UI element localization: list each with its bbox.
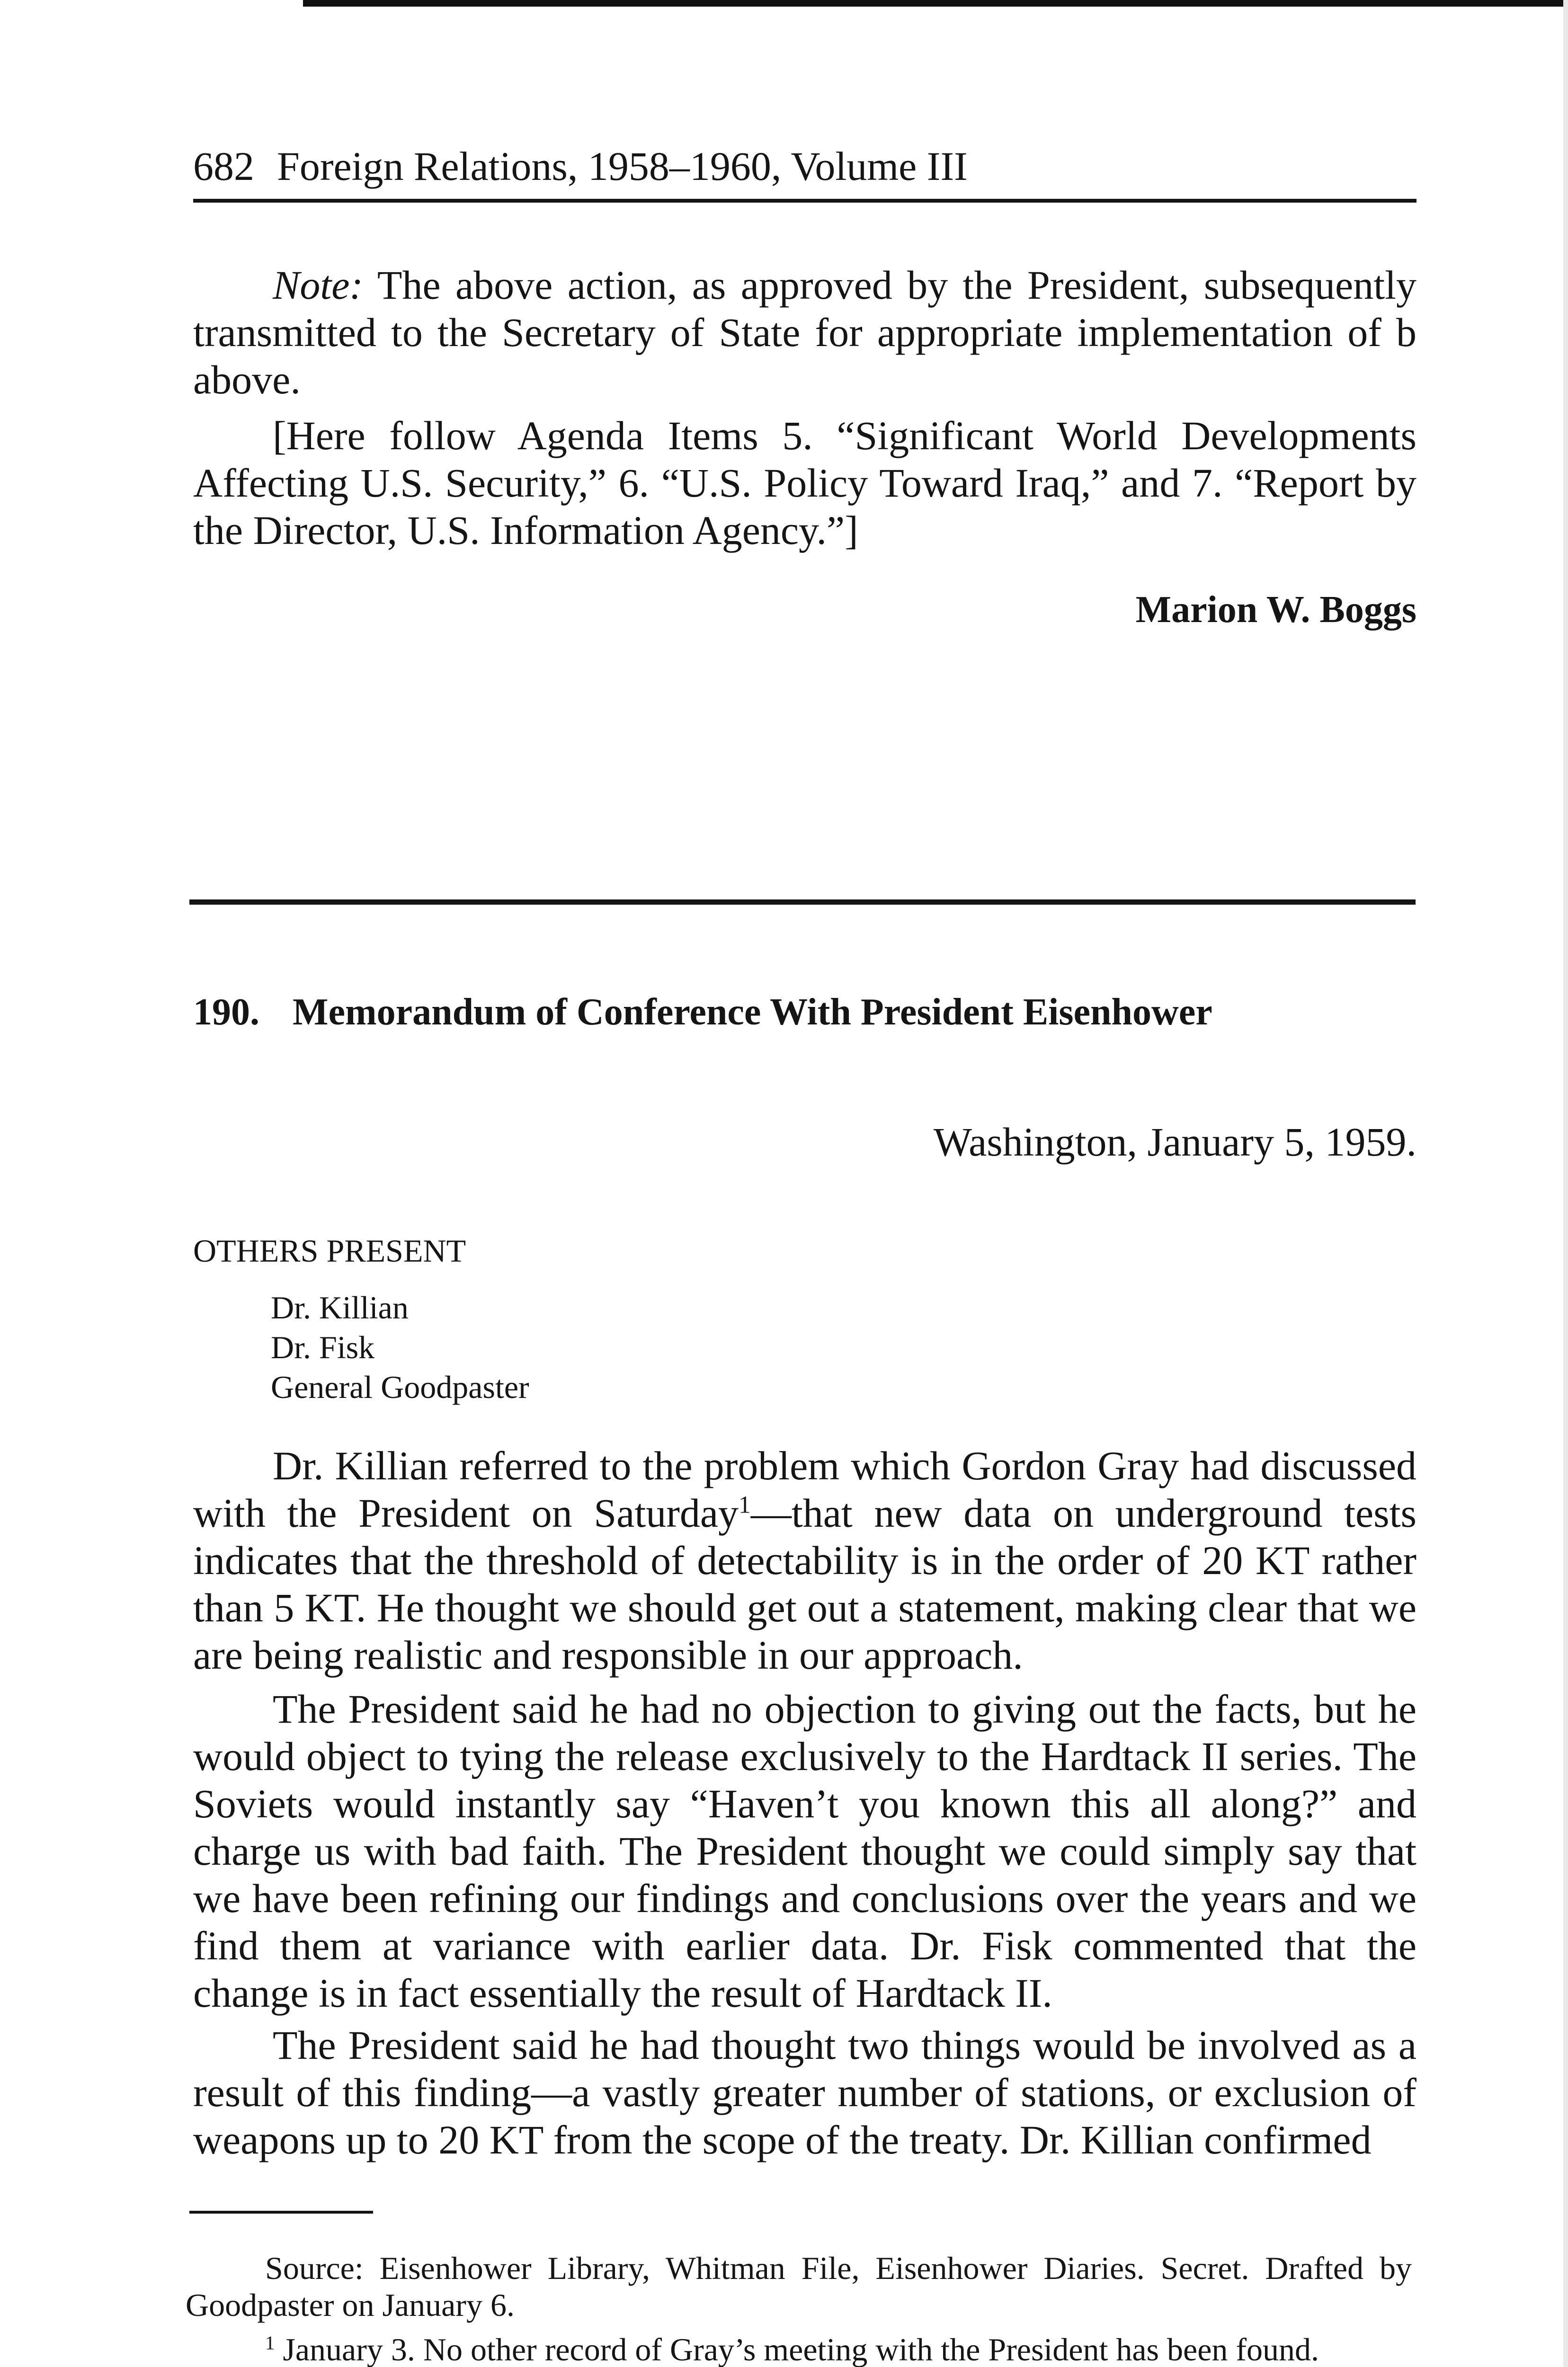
others-present-label: OTHERS PRESENT [193,1233,466,1269]
body-paragraph-2: The President said he had no objection to giving out the facts, but he would object to tying the release exclusively to the Hardtack II series. The Soviets would instantly say “Haven’t you known this all along?” and charge us with bad faith. The President thought we could simply say that we have been refining our findings and conclusions over the years and we find them at variance with earlier data. Dr. Fisk commented that the change is in fact essentially the result of Hardtack II. [193,1686,1417,2016]
header-rule [193,199,1417,203]
footnote-ref-1: 1 [739,1491,751,1519]
attendee-list [271,1288,529,1407]
attendee: Dr. Fisk [271,1329,375,1365]
scan-edge-right [1563,0,1568,2367]
attendee: Dr. Killian [271,1290,409,1326]
document-title: Memorandum of Conference With President Eisenhower [293,991,1212,1033]
source-footnote: Source: Eisenhower Library, Whitman File, Eisenhower Diaries. Secret. Drafted by Goodpaster on January 6. [186,2250,1412,2323]
agenda-note-paragraph: [Here follow Agenda Items 5. “Significant World Developments Affecting U.S. Security,” 6. “U.S. Policy Toward Iraq,” and 7. “Report by the Director, U.S. Information Agency.”] [193,413,1417,553]
document-heading [193,988,1417,1036]
body-paragraph-1 [193,1442,1417,1679]
attendee: General Goodpaster [271,1369,529,1405]
scan-edge-top [303,0,1568,7]
running-head [193,140,1417,192]
page-number: 682 [193,143,254,189]
dateline: Washington, January 5, 1959. [933,1119,1417,1165]
paragraph-1-continuation: —that new data on underground tests indicates that the threshold of detectability is in the order of 20 KT rather than 5 KT. He thought we should get out a statement, making clear that we are being realistic and responsible in our approach. [193,1490,1417,1678]
note-paragraph [193,261,1417,403]
section-divider-rule [189,899,1416,905]
body-paragraph-3: The President said he had thought two things would be involved as a result of this finding—a vastly greater number of stations, or exclusion of weapons up to 20 KT from the scope of the treaty. Dr. Killian confirmed [193,2022,1417,2162]
document-number: 190. [193,991,259,1033]
volume-title: Foreign Relations, 1958–1960, Volume III [277,143,968,189]
footnote-1-text: January 3. No other record of Gray’s meeting with the President has been found. [275,2331,1319,2367]
note-label: Note: [273,262,364,308]
footnote-rule [189,2211,373,2214]
footnote-1-marker: 1 [265,2332,275,2354]
footnote-1 [186,2331,1412,2367]
note-text: The above action, as approved by the President, subsequently transmitted to the Secretary of State for appropriate implementation of b above. [193,262,1417,402]
paragraph-1-text: Dr. Killian referred to the problem which Gordon Gray had discussed with the President on Saturday [193,1443,1417,1536]
signature: Marion W. Boggs [1135,589,1417,631]
